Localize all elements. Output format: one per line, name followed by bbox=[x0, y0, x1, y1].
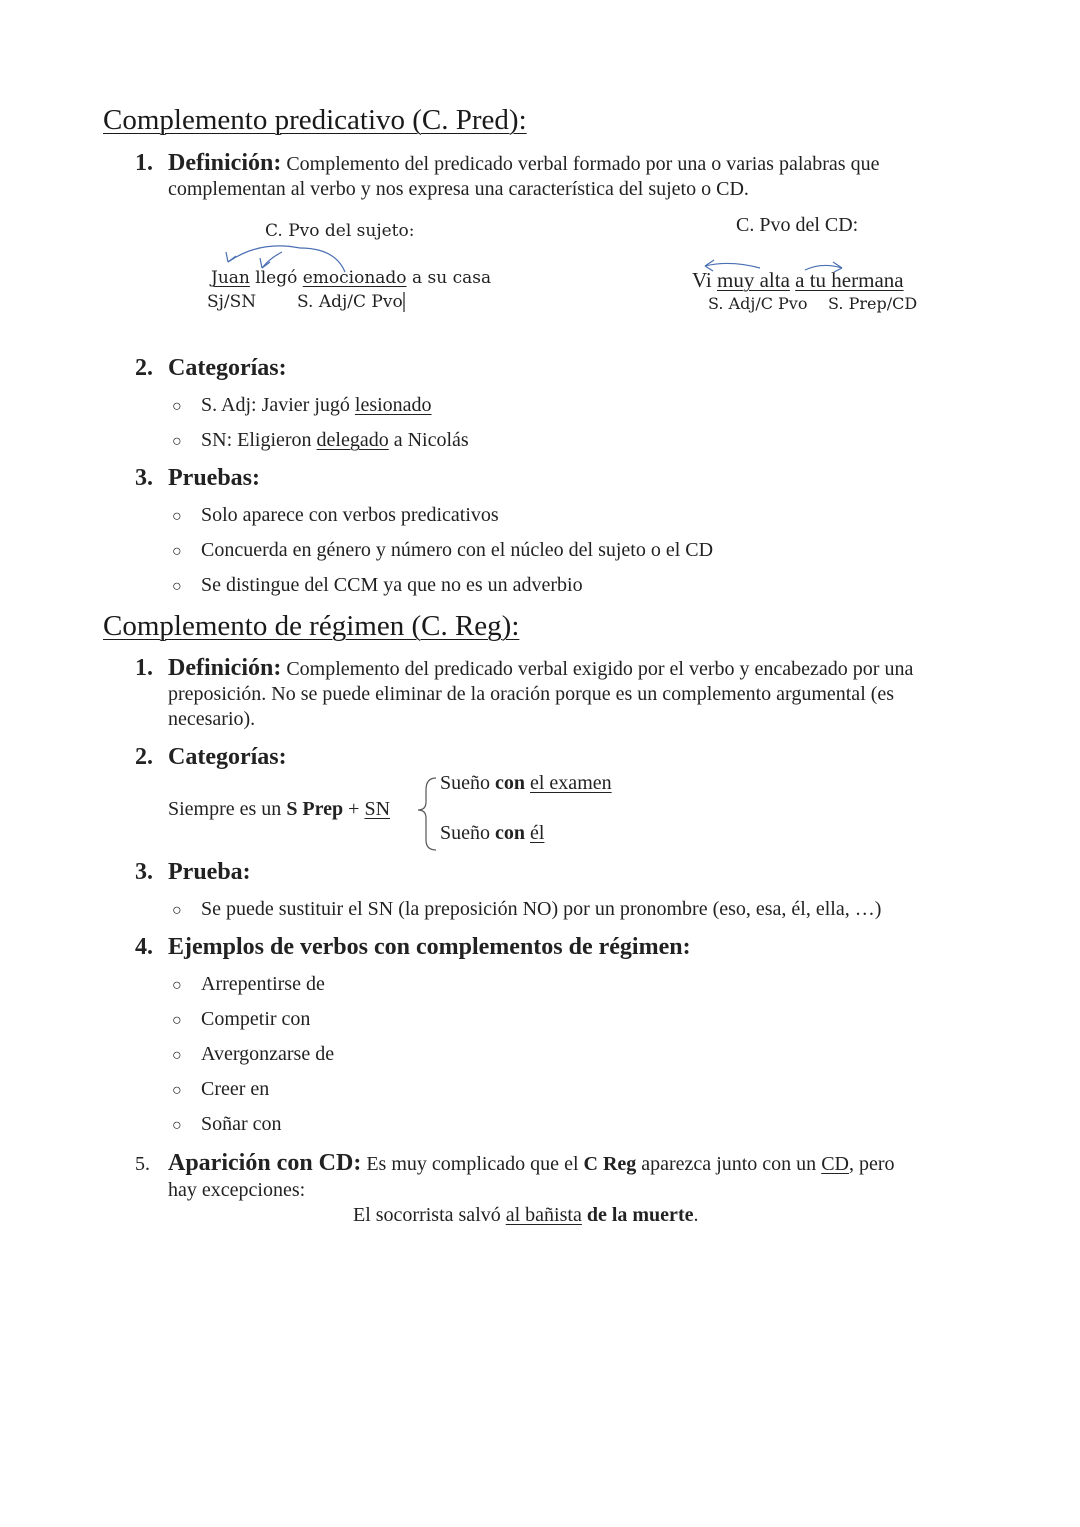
bullet-icon: ○ bbox=[172, 1117, 182, 1134]
definition-text-line2: complementan al verbo y nos expresa una característica del sujeto o CD. bbox=[168, 178, 749, 200]
word-llego: llegó bbox=[255, 268, 298, 288]
list-item: Solo aparece con verbos predicativos bbox=[201, 504, 499, 526]
word-lesionado: lesionado bbox=[354, 394, 432, 416]
ex-prep: con bbox=[495, 822, 525, 844]
ex-text: El socorrista salvó bbox=[353, 1204, 501, 1226]
word-delegado: delegado bbox=[316, 429, 389, 451]
bullet-icon: ○ bbox=[172, 977, 182, 994]
list-number: 5. bbox=[135, 1153, 150, 1175]
rule-sn: SN bbox=[364, 798, 391, 820]
tag-sj-sn: Sj/SN bbox=[207, 292, 257, 312]
arrow-left-head-2 bbox=[260, 258, 270, 268]
list-number: 3. bbox=[135, 465, 153, 491]
list-number: 1. bbox=[135, 150, 153, 176]
bullet-icon: ○ bbox=[172, 902, 182, 919]
word-a-tu-hermana: a tu hermana bbox=[795, 268, 904, 292]
diagram-caption-cd: C. Pvo del CD: bbox=[736, 214, 859, 236]
list-number: 2. bbox=[135, 355, 153, 381]
ex-word: Sueño bbox=[440, 822, 490, 844]
ex-sn: él bbox=[530, 822, 545, 844]
definition-label: Definición: bbox=[168, 655, 282, 681]
aparicion-text: aparezca junto con un bbox=[641, 1153, 817, 1175]
tag-sadj-cpvo-right: S. Adj/C Pvo bbox=[708, 294, 808, 313]
ex-cd: al bañista bbox=[505, 1204, 582, 1226]
bullet-icon: ○ bbox=[172, 1012, 182, 1029]
word-muy-alta: muy alta bbox=[717, 268, 790, 292]
brace bbox=[418, 778, 436, 850]
section-title-predicativo: Complemento predicativo (C. Pred): bbox=[103, 104, 527, 136]
rule-bold: S Prep bbox=[286, 798, 344, 820]
ex-sn: el examen bbox=[530, 772, 612, 794]
word-emocionado: emocionado bbox=[302, 268, 407, 288]
arrow-left-curve-1 bbox=[228, 246, 300, 262]
list-number: 4. bbox=[135, 934, 153, 960]
aparicion-line2: hay excepciones: bbox=[168, 1179, 306, 1201]
definition-line bbox=[168, 655, 913, 682]
bullet-icon: ○ bbox=[172, 508, 182, 525]
definition-text-line3: necesario). bbox=[168, 708, 256, 730]
bullet-icon: ○ bbox=[172, 543, 182, 560]
list-item-text: SN: Eligieron bbox=[201, 429, 312, 451]
arrow-left-head-1 bbox=[226, 252, 236, 262]
aparicion-line bbox=[168, 1150, 895, 1177]
definition-line bbox=[168, 150, 879, 177]
aparicion-cd: CD bbox=[821, 1153, 849, 1175]
ex-word: Sueño bbox=[440, 772, 490, 794]
aparicion-example bbox=[353, 1204, 698, 1227]
categorias-label: Categorías: bbox=[168, 744, 287, 770]
categorias-label: Categorías: bbox=[168, 355, 287, 381]
definition-text-line2: preposición. No se puede eliminar de la oración porque es un complemento argumental (es bbox=[168, 683, 895, 705]
arrow-left-curve-3 bbox=[262, 252, 282, 268]
section-title-regimen: Complemento de régimen (C. Reg): bbox=[103, 610, 520, 642]
bullet-icon: ○ bbox=[172, 398, 182, 415]
pruebas-label: Pruebas: bbox=[168, 465, 260, 491]
ejemplos-label: Ejemplos de verbos con complementos de régimen: bbox=[168, 934, 691, 960]
verb-item: Soñar con bbox=[201, 1113, 282, 1135]
aparicion-text: Es muy complicado que el bbox=[366, 1153, 579, 1175]
prueba-label: Prueba: bbox=[168, 859, 251, 885]
ex-creg: de la muerte bbox=[586, 1204, 694, 1226]
rule-text: Siempre es un bbox=[168, 798, 282, 820]
regimen-rule bbox=[168, 798, 390, 821]
ex-prep: con bbox=[495, 772, 525, 794]
list-number: 3. bbox=[135, 859, 153, 885]
bullet-icon: ○ bbox=[172, 578, 182, 595]
aparicion-label: Aparición con CD: bbox=[168, 1150, 362, 1176]
verb-item: Creer en bbox=[201, 1078, 270, 1100]
word-vi: Vi bbox=[692, 268, 712, 292]
verb-item: Competir con bbox=[201, 1008, 311, 1030]
word-a-su-casa: a su casa bbox=[411, 268, 492, 288]
bullet-icon: ○ bbox=[172, 1047, 182, 1064]
list-item: Se distingue del CCM ya que no es un adverbio bbox=[201, 574, 583, 596]
tag-sprep-cd: S. Prep/CD bbox=[828, 294, 918, 313]
word-juan: Juan bbox=[211, 268, 250, 288]
list-item: Se puede sustituir el SN (la preposición NO) por un pronombre (eso, esa, él, ella, …) bbox=[201, 898, 882, 920]
definition-text: Complemento del predicado verbal exigido por el verbo y encabezado por una bbox=[286, 658, 914, 680]
regimen-example-2 bbox=[440, 822, 544, 845]
list-item-text: a Nicolás bbox=[393, 429, 469, 451]
definition-text: Complemento del predicado verbal formado por una o varias palabras que bbox=[286, 153, 880, 175]
tag-sadj-cpvo: S. Adj/C Pvo bbox=[297, 292, 403, 312]
ex-period: . bbox=[693, 1204, 699, 1226]
list-item-text: S. Adj: Javier jugó bbox=[201, 394, 350, 416]
list-item bbox=[201, 429, 469, 452]
definition-label: Definición: bbox=[168, 150, 282, 176]
list-number: 1. bbox=[135, 655, 153, 681]
verb-item: Avergonzarse de bbox=[201, 1043, 335, 1065]
bullet-icon: ○ bbox=[172, 1082, 182, 1099]
verb-item: Arrepentirse de bbox=[201, 973, 325, 995]
regimen-example-1 bbox=[440, 772, 612, 795]
rule-plus: + bbox=[348, 798, 360, 820]
aparicion-creg: C Reg bbox=[583, 1153, 637, 1175]
example-sentence-subject bbox=[211, 268, 491, 288]
bullet-icon: ○ bbox=[172, 433, 182, 450]
example-sentence-cd bbox=[692, 268, 904, 293]
list-item bbox=[201, 394, 432, 417]
aparicion-text: , pero bbox=[848, 1153, 895, 1175]
list-number: 2. bbox=[135, 744, 153, 770]
list-item: Concuerda en género y número con el núcleo del sujeto o el CD bbox=[201, 539, 714, 561]
diagram-caption-subject: C. Pvo del sujeto: bbox=[265, 221, 415, 241]
